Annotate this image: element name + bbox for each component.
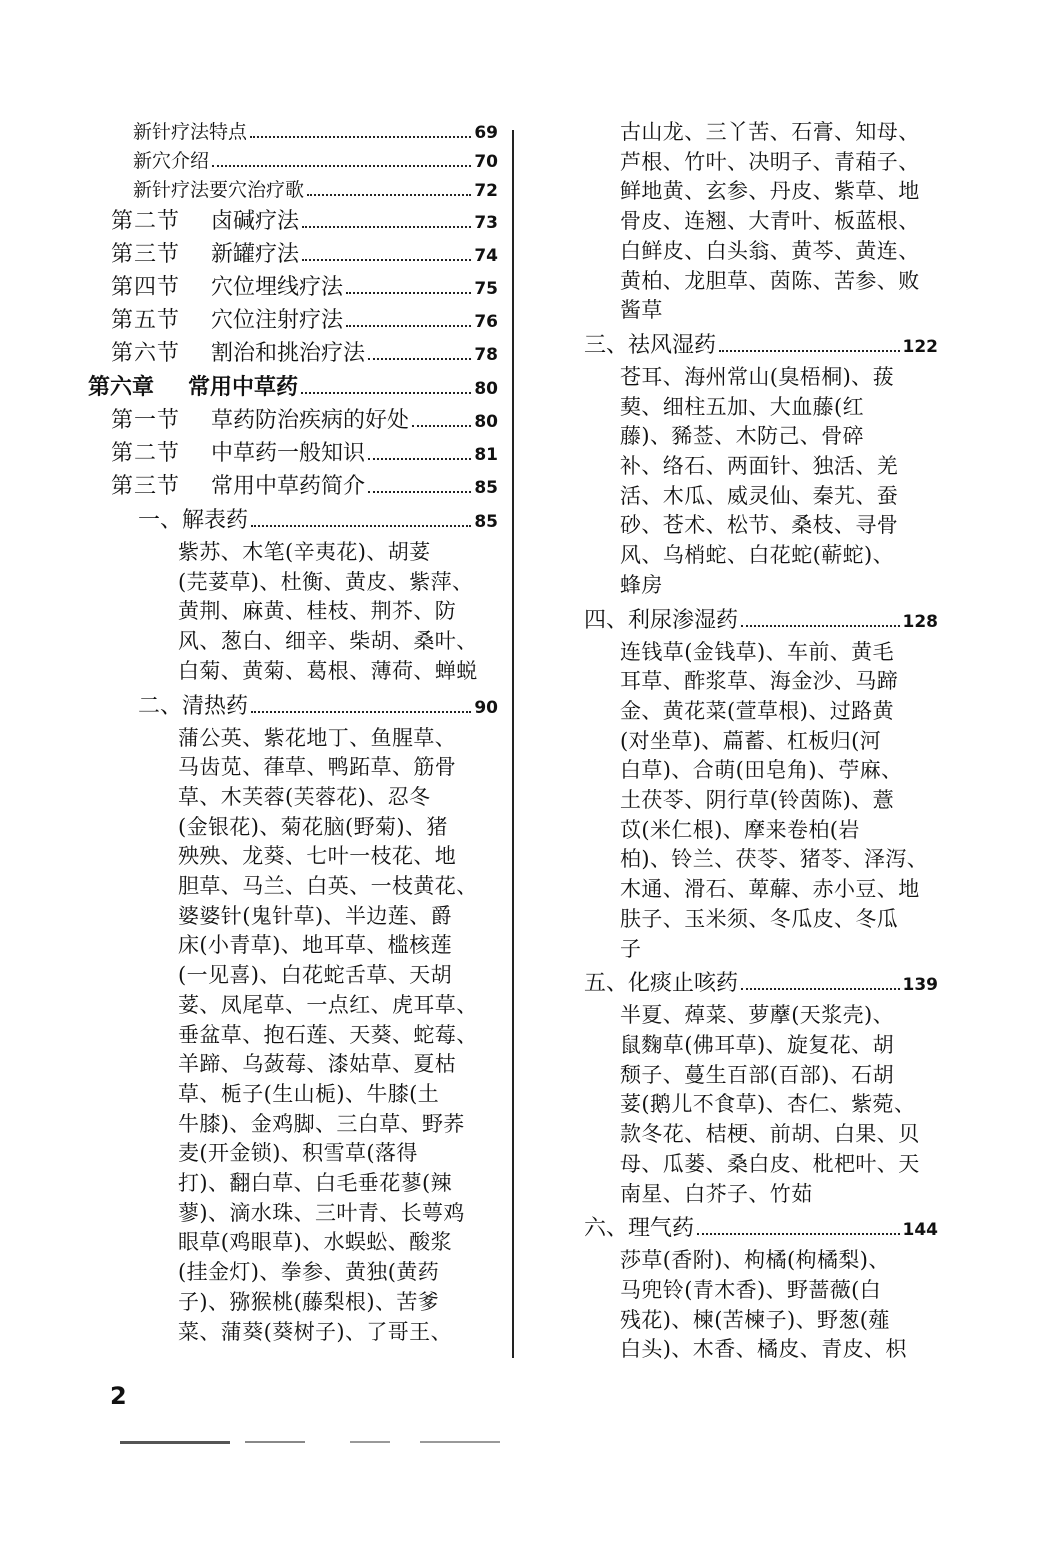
herb-line: (挂金灯)、拳参、黄独(黄药 [178, 1260, 440, 1285]
herb-list [576, 638, 938, 965]
herb-line: 白草)、合萌(田皂角)、苧麻、 [620, 758, 903, 783]
section-page: 76 [474, 312, 498, 332]
dot-leader [368, 491, 471, 493]
herb-line: 藤)、豨莶、木防己、骨碎 [620, 424, 864, 449]
herb-line: (对坐草)、萹蓄、杠板归(河 [620, 728, 882, 753]
section-page: 74 [474, 246, 498, 266]
herb-line: 床(小青草)、地耳草、槛核莲 [178, 933, 452, 958]
herb-line: 麦(开金锁)、积雪草(落得 [178, 1141, 418, 1166]
herb-line: 骨皮、连翘、大青叶、板蓝根、 [620, 209, 920, 234]
herb-line: 眼草(鸡眼草)、水蜈蚣、酸浆 [178, 1230, 452, 1255]
herb-line: 子 [620, 936, 642, 961]
entry-page: 69 [474, 123, 498, 143]
herb-line: (金银花)、菊花脑(野菊)、猪 [178, 814, 448, 839]
herb-line: 黄柏、龙胆草、茵陈、苦参、败 [620, 268, 920, 293]
herb-line: 蒲公英、紫花地丁、鱼腥草、 [178, 725, 457, 750]
section-number: 第五节 [111, 308, 181, 333]
herb-line: 苍耳、海州常山(臭梧桐)、菝 [620, 364, 894, 389]
herb-line: 鼠麴草(佛耳草)、旋复花、胡 [620, 1032, 894, 1057]
herb-list [576, 1001, 938, 1209]
dot-leader [301, 392, 471, 394]
herb-line: 子)、猕猴桃(藤梨根)、苦爹 [178, 1289, 440, 1314]
scan-artifact [245, 1441, 305, 1443]
category-title: 四、利尿渗湿药 [584, 607, 739, 633]
herb-line: 莎草(香附)、枸橘(枸橘梨)、 [620, 1248, 890, 1273]
herb-line: 菜、蒲葵(葵树子)、了哥王、 [178, 1319, 452, 1344]
section-title: 穴位埋线疗法 [211, 275, 344, 300]
toc-category[interactable] [88, 689, 498, 724]
section-title: 割治和挑治疗法 [211, 341, 366, 366]
herb-line: (芫荽草)、杜衡、黄皮、紫萍、 [178, 569, 474, 594]
section-page: 78 [474, 345, 498, 365]
section-title: 新罐疗法 [211, 242, 300, 267]
herb-list-continued [576, 118, 938, 326]
dot-leader [302, 226, 471, 228]
section-page: 81 [474, 445, 498, 465]
herb-line: 白头)、木香、橘皮、青皮、枳 [620, 1337, 907, 1362]
category-page: 144 [902, 1220, 938, 1241]
herb-line: 马齿苋、葎草、鸭跖草、筋骨 [178, 755, 457, 780]
category-title: 三、祛风湿药 [584, 332, 717, 358]
dot-leader [307, 194, 471, 196]
section-title: 中草药一般知识 [211, 441, 366, 466]
chapter-page: 80 [474, 379, 498, 399]
scan-artifact [120, 1441, 230, 1444]
herb-line: 打)、翻白草、白毛垂花蓼(辣 [178, 1171, 452, 1196]
herb-line: 胆草、马兰、白英、一枝黄花、 [178, 874, 478, 899]
dot-leader [368, 458, 471, 460]
category-page: 122 [902, 336, 938, 357]
entry-title: 新针疗法要穴治疗歌 [133, 179, 305, 201]
herb-line: 牛膝)、金鸡脚、三白草、野荞 [178, 1111, 465, 1136]
dot-leader [251, 525, 471, 527]
herb-line: 颓子、蔓生百部(百部)、石胡 [620, 1062, 894, 1087]
herb-line: 古山龙、三丫苦、石膏、知母、 [620, 120, 920, 144]
herb-line: 草、栀子(生山栀)、牛膝(土 [178, 1081, 440, 1106]
herb-line: 白菊、黄菊、葛根、薄荷、蝉蜕 [178, 658, 478, 683]
herb-line: 蜂房 [620, 572, 663, 597]
dot-leader [302, 259, 471, 261]
toc-section[interactable] [88, 238, 498, 271]
toc-right-column [576, 118, 938, 1367]
dot-leader [250, 136, 471, 138]
section-title: 穴位注射疗法 [211, 308, 344, 333]
herb-line: 婆婆针(鬼针草)、半边莲、爵 [178, 903, 452, 928]
section-number: 第四节 [111, 275, 181, 300]
toc-section[interactable] [88, 304, 498, 337]
herb-line: 连钱草(金钱草)、车前、黄毛 [620, 639, 894, 664]
toc-entry[interactable] [88, 147, 498, 176]
toc-section[interactable] [88, 437, 498, 470]
dot-leader [741, 625, 899, 627]
category-title: 六、理气药 [584, 1216, 695, 1242]
dot-leader [346, 325, 471, 327]
toc-section[interactable] [88, 271, 498, 304]
entry-title: 新针疗法特点 [133, 121, 248, 143]
section-number: 第一节 [111, 408, 181, 433]
toc-category[interactable] [88, 503, 498, 538]
herb-line: 金、黄花菜(萱草根)、过路黄 [620, 698, 894, 723]
herb-line: 酱草 [620, 298, 663, 323]
herb-line: 蓼)、滴水珠、三叶青、长萼鸡 [178, 1200, 465, 1225]
herb-line: 母、瓜蒌、桑白皮、枇杷叶、天 [620, 1151, 920, 1176]
herb-line: (一见喜)、白花蛇舌草、天胡 [178, 963, 452, 988]
herb-line: 砂、苍术、松节、桑枝、寻骨 [620, 513, 899, 538]
section-page: 85 [474, 478, 498, 498]
section-page: 75 [474, 279, 498, 299]
herb-line: 黄荆、麻黄、桂枝、荆芥、防 [178, 599, 457, 624]
herb-line: 风、乌梢蛇、白花蛇(蕲蛇)、 [620, 543, 894, 568]
herb-line: 半夏、蔊菜、萝藦(天浆壳)、 [620, 1003, 894, 1028]
herb-line: 垂盆草、抱石莲、天葵、蛇莓、 [178, 1022, 478, 1047]
herb-line: 荽、凤尾草、一点红、虎耳草、 [178, 992, 478, 1017]
section-title: 常用中草药简介 [211, 474, 366, 499]
toc-category[interactable] [576, 603, 938, 638]
entry-page: 70 [474, 152, 498, 172]
entry-title: 新穴介绍 [133, 150, 210, 172]
herb-line: 款冬花、桔梗、前胡、白果、贝 [620, 1122, 920, 1147]
section-number: 第三节 [111, 474, 181, 499]
dot-leader [368, 358, 471, 360]
dot-leader [719, 350, 899, 352]
section-page: 80 [474, 412, 498, 432]
section-title: 卤碱疗法 [211, 209, 300, 234]
toc-category[interactable] [576, 966, 938, 1001]
herb-line: 鲜地黄、玄参、丹皮、紫草、地 [620, 179, 920, 204]
section-number: 第二节 [111, 209, 181, 234]
section-number: 第三节 [111, 242, 181, 267]
dot-leader [346, 292, 471, 294]
column-divider [512, 130, 514, 1358]
entry-page: 72 [474, 181, 498, 201]
dot-leader [212, 165, 471, 167]
category-page: 128 [902, 611, 938, 632]
toc-section[interactable] [88, 404, 498, 437]
herb-line: 木通、滑石、萆薢、赤小豆、地 [620, 877, 920, 902]
herb-line: 马兜铃(青木香)、野蔷薇(白 [620, 1277, 882, 1302]
chapter-number: 第六章 [88, 374, 155, 400]
section-title: 草药防治疾病的好处 [211, 408, 410, 433]
toc-entry[interactable] [88, 176, 498, 205]
toc-entry[interactable] [88, 118, 498, 147]
scan-artifact [420, 1441, 500, 1443]
herb-list [576, 363, 938, 601]
herb-list [88, 724, 498, 1348]
scan-artifact [350, 1441, 390, 1443]
herb-line: 残花)、楝(苦楝子)、野葱(薤 [620, 1307, 890, 1332]
dot-leader [697, 1233, 899, 1235]
toc-section[interactable] [88, 470, 498, 503]
herb-line: 白鲜皮、白头翁、黄芩、黄连、 [620, 238, 920, 263]
category-title: 一、解表药 [138, 508, 249, 533]
toc-section[interactable] [88, 337, 498, 370]
section-number: 第六节 [111, 341, 181, 366]
herb-line: 耳草、酢浆草、海金沙、马蹄 [620, 669, 899, 694]
herb-line: 紫苏、木笔(辛夷花)、胡荽 [178, 540, 431, 564]
herb-line: 羊蹄、乌蔹莓、漆姑草、夏枯 [178, 1052, 457, 1077]
toc-left-column [88, 118, 498, 1349]
herb-list [576, 1246, 938, 1365]
herb-line: 苡(米仁根)、摩来卷柏(岩 [620, 817, 860, 842]
category-page: 90 [474, 697, 498, 718]
herb-line: 芦根、竹叶、决明子、青葙子、 [620, 149, 920, 174]
section-page: 73 [474, 213, 498, 233]
dot-leader [251, 711, 471, 713]
toc-category[interactable] [576, 1211, 938, 1246]
page-number: 2 [110, 1382, 127, 1410]
herb-line: 殃殃、龙葵、七叶一枝花、地 [178, 844, 457, 869]
herb-line: 补、络石、两面针、独活、羌 [620, 454, 899, 479]
toc-section[interactable] [88, 205, 498, 238]
toc-category[interactable] [576, 328, 938, 363]
herb-line: 肤子、玉米须、冬瓜皮、冬瓜 [620, 906, 899, 931]
herb-line: 风、葱白、细辛、柴胡、桑叶、 [178, 629, 478, 654]
dot-leader [412, 425, 471, 427]
category-title: 五、化痰止咳药 [584, 971, 739, 997]
dot-leader [741, 988, 899, 990]
section-number: 第二节 [111, 441, 181, 466]
herb-line: 柏)、铃兰、茯苓、猪苓、泽泻、 [620, 847, 929, 872]
category-page: 85 [474, 512, 498, 532]
category-title: 二、清热药 [138, 693, 249, 719]
herb-line: 葜、细柱五加、大血藤(红 [620, 394, 864, 419]
herb-line: 草、木芙蓉(芙蓉花)、忍冬 [178, 784, 431, 809]
category-page: 139 [902, 975, 938, 996]
chapter-title: 常用中草药 [188, 374, 299, 400]
herb-list [88, 538, 498, 687]
herb-line: 土茯苓、阴行草(铃茵陈)、薏 [620, 788, 894, 813]
herb-line: 活、木瓜、威灵仙、秦艽、蚕 [620, 483, 899, 508]
toc-chapter[interactable] [88, 370, 498, 404]
herb-line: 荽(鹅儿不食草)、杏仁、紫菀、 [620, 1092, 916, 1117]
herb-line: 南星、白芥子、竹茹 [620, 1181, 813, 1206]
